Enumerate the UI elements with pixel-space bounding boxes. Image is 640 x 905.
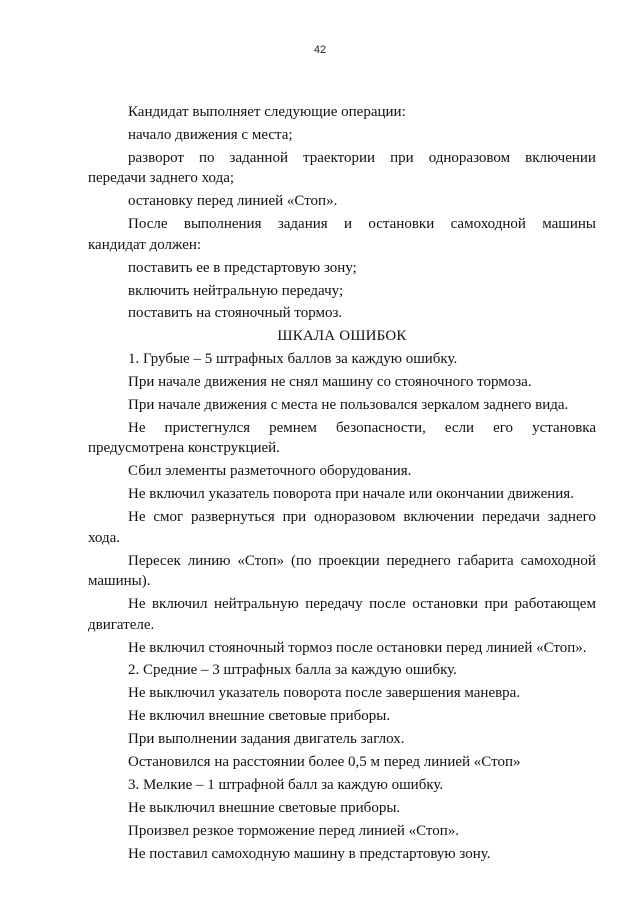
error-item — [88, 683, 596, 704]
word: по — [198, 149, 215, 166]
word: смог — [153, 509, 184, 526]
word: линию — [187, 552, 231, 569]
gross-error-9: Не включил стояночный тормоз после остановки перед линией «Стоп». — [128, 639, 587, 656]
word: переднего — [386, 552, 451, 569]
error-item — [88, 395, 596, 416]
gross-error-2: При начале движения с места не пользовался зеркалом заднего вида. — [128, 396, 569, 413]
word: при — [282, 509, 307, 526]
word: пристегнулся — [164, 419, 251, 436]
gross-error-8-line1 — [88, 594, 596, 615]
word: После — [128, 216, 168, 233]
error-item — [88, 372, 596, 393]
word: машины — [542, 216, 596, 233]
word: траектории — [303, 149, 376, 166]
medium-title: 2. Средние – 3 штрафных балла за каждую ошибку. — [128, 662, 457, 679]
word: «Стоп» — [237, 552, 285, 569]
error-item — [88, 798, 596, 819]
word: самоходной — [450, 216, 526, 233]
word: безопасности, — [335, 419, 426, 436]
minor-error-1: Не выключил внешние световые приборы. — [128, 799, 401, 816]
error-item — [88, 507, 596, 548]
medium-errors-title — [88, 660, 596, 681]
word: одноразовом — [314, 509, 396, 526]
gross-error-3-line2: предусмотрена конструкцией. — [88, 440, 280, 457]
page-number: 42 — [313, 44, 327, 56]
word: Не — [128, 596, 146, 613]
intro-u-turn-line1 — [88, 148, 596, 169]
gross-errors-title — [88, 349, 596, 370]
error-item — [88, 706, 596, 727]
error-item — [88, 594, 596, 635]
word: габарита — [457, 552, 514, 569]
word: установка — [532, 419, 596, 436]
gross-error-3-line1 — [88, 418, 596, 439]
gross-error-7-line1 — [88, 551, 596, 572]
intro-after-task-line1 — [88, 214, 596, 235]
medium-error-2: Не включил внешние световые приборы. — [128, 708, 391, 725]
intro-candidate-operations: Кандидат выполняет следующие операции: — [128, 104, 406, 120]
intro-paragraph — [88, 281, 596, 302]
gross-error-1: При начале движения не снял машину со стояночного тормоза. — [128, 374, 532, 391]
word: заднего — [547, 509, 596, 526]
error-item — [88, 752, 596, 773]
intro-paragraph — [88, 102, 596, 123]
word: Не — [128, 419, 146, 436]
error-item — [88, 461, 596, 482]
intro-paragraph — [88, 191, 596, 212]
word: самоходной — [520, 552, 596, 569]
word: его — [493, 419, 514, 436]
intro-after-task-line2: кандидат должен: — [88, 236, 202, 253]
word: ремнем — [269, 419, 317, 436]
intro-paragraph — [88, 258, 596, 279]
document-body — [88, 102, 596, 867]
error-item — [88, 638, 596, 659]
word: передачи — [481, 509, 540, 526]
word: (по — [290, 552, 312, 569]
intro-paragraph — [88, 125, 596, 146]
word: Пересек — [128, 552, 181, 569]
word: выполнения — [183, 216, 262, 233]
word: работающем — [514, 596, 596, 613]
gross-title: 1. Грубые – 5 штрафных баллов за каждую ошибку. — [128, 351, 458, 368]
gross-error-7-line2: машины). — [88, 573, 151, 590]
error-scale-title: ШКАЛА ОШИБОК — [277, 328, 407, 345]
word: остановки — [412, 596, 479, 613]
intro-u-turn-line2: передачи заднего хода; — [88, 170, 235, 187]
word: проекции — [318, 552, 380, 569]
word: разворот — [128, 149, 184, 166]
word: задания — [277, 216, 328, 233]
gross-error-4: Сбил элементы разметочного оборудования. — [128, 463, 412, 480]
minor-error-3: Не поставил самоходную машину в предстартовую зону. — [128, 845, 491, 862]
minor-title: 3. Мелкие – 1 штрафной балл за каждую ошибку. — [128, 776, 444, 793]
gross-error-6-line2: хода. — [88, 529, 121, 546]
gross-error-8-line2: двигателе. — [88, 616, 155, 633]
intro-after-task-paragraph — [88, 214, 596, 255]
error-item — [88, 844, 596, 865]
intro-neutral-gear: включить нейтральную передачу; — [128, 282, 344, 299]
error-item — [88, 418, 596, 459]
word: включил — [151, 596, 208, 613]
word: после — [369, 596, 406, 613]
error-item — [88, 484, 596, 505]
intro-start-moving: начало движения с места; — [128, 126, 293, 143]
intro-stop-before-line: остановку перед линией «Стоп». — [128, 193, 338, 210]
section-heading — [88, 326, 596, 347]
word: развернуться — [191, 509, 275, 526]
word: остановки — [368, 216, 435, 233]
intro-paragraph — [88, 303, 596, 324]
medium-error-4: Остановился на расстоянии более 0,5 м перед линией «Стоп» — [128, 754, 521, 771]
word: включении — [403, 509, 475, 526]
minor-errors-title — [88, 775, 596, 796]
minor-error-2: Произвел резкое торможение перед линией «Стоп». — [128, 822, 460, 839]
intro-u-turn-paragraph — [88, 148, 596, 189]
word: нейтральную — [213, 596, 299, 613]
error-item — [88, 729, 596, 750]
medium-error-1: Не выключил указатель поворота после завершения маневра. — [128, 685, 521, 702]
error-item — [88, 551, 596, 592]
word: если — [444, 419, 475, 436]
gross-error-5: Не включил указатель поворота при начале или окончании движения. — [128, 486, 574, 503]
word: Не — [128, 509, 146, 526]
word: одноразовом — [428, 149, 511, 166]
intro-start-zone: поставить ее в предстартовую зону; — [128, 259, 357, 276]
word: передачу — [305, 596, 363, 613]
word: при — [390, 149, 414, 166]
word: заданной — [229, 149, 288, 166]
medium-error-3: При выполнении задания двигатель заглох. — [128, 731, 405, 748]
intro-parking-brake: поставить на стояночный тормоз. — [128, 305, 343, 322]
word: включении — [525, 149, 596, 166]
word: при — [484, 596, 509, 613]
word: и — [344, 216, 353, 233]
gross-error-6-line1 — [88, 507, 596, 528]
error-item — [88, 821, 596, 842]
